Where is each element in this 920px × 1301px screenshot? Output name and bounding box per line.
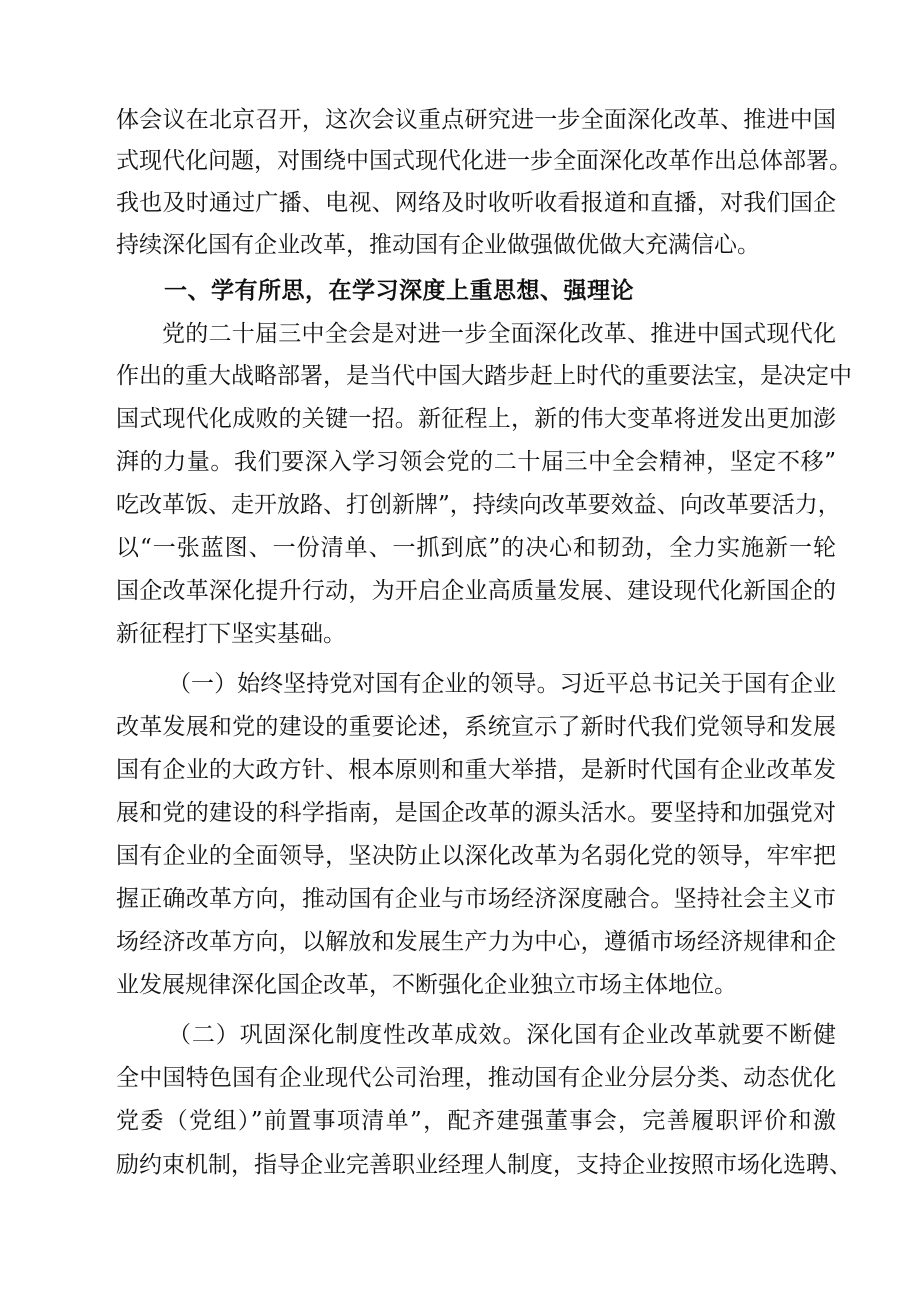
para-1-line-2: 作出的重大战略部署，是当代中国大踏步赶上时代的重要法宝，是决定中 [116,363,852,389]
para-2-line-8: 业发展规律深化国企改革，不断强化企业独立市场主体地位。 [116,972,737,998]
para-1-line-1: 党的二十届三中全会是对进一步全面深化改革、推进中国式现代化 [162,321,836,347]
para-1-line-8: 新征程打下坚实基础。 [116,621,346,647]
para-1-line-4: 湃的力量。我们要深入学习领会党的二十届三中全会精神，坚定不移” [116,449,836,475]
para-1-line-6: 以“一张蓝图、一份清单、一抓到底”的决心和韧劲，全力实施新一轮 [116,535,836,561]
para-2-line-1: （一）始终坚持党对国有企业的领导。习近平总书记关于国有企业 [168,671,836,697]
para-1-line-5: 吃改革饭、走开放路、打创新牌”，持续向改革要效益、向改革要活力， [116,492,841,518]
para-1-line-3: 国式现代化成败的关键一招。新征程上，新的伟大变革将迸发出更加澎 [116,406,836,432]
intro-line-4: 持续深化国有企业改革，推动国有企业做强做优做大充满信心。 [116,232,760,258]
intro-line-2: 式现代化问题，对围绕中国式现代化进一步全面深化改革作出总体部署。 [116,148,852,174]
para-2-line-4: 展和党的建设的科学指南，是国企改革的源头活水。要坚持和加强党对 [116,800,836,826]
section-heading-1: 一、学有所思，在学习深度上重思想、强理论 [164,278,634,304]
intro-line-1: 体会议在北京召开，这次会议重点研究进一步全面深化改革、推进中国 [116,107,836,133]
para-2-line-6: 握正确改革方向，推动国有企业与市场经济深度融合。坚持社会主义市 [116,886,836,912]
para-3-line-4: 励约束机制，指导企业完善职业经理人制度，支持企业按照市场化选聘、 [116,1152,852,1178]
para-2-line-2: 改革发展和党的建设的重要论述，系统宣示了新时代我们党领导和发展 [116,714,836,740]
para-3-line-2: 全中国特色国有企业现代公司治理，推动国有企业分层分类、动态优化 [116,1065,836,1091]
para-2-line-5: 国有企业的全面领导，坚决防止以深化改革为名弱化党的领导，牢牢把 [116,843,836,869]
para-3-line-1: （二）巩固深化制度性改革成效。深化国有企业改革就要不断健 [168,1022,836,1048]
intro-line-3: 我也及时通过广播、电视、网络及时收听收看报道和直播，对我们国企 [116,190,836,216]
para-3-line-3: 党委（党组）”前置事项清单”，配齐建强董事会，完善履职评价和激 [116,1108,836,1134]
para-2-line-3: 国有企业的大政方针、根本原则和重大举措，是新时代国有企业改革发 [116,757,836,783]
para-2-line-7: 场经济改革方向，以解放和发展生产力为中心，遵循市场经济规律和企 [116,929,836,955]
para-1-line-7: 国企改革深化提升行动，为开启企业高质量发展、建设现代化新国企的 [116,578,836,604]
